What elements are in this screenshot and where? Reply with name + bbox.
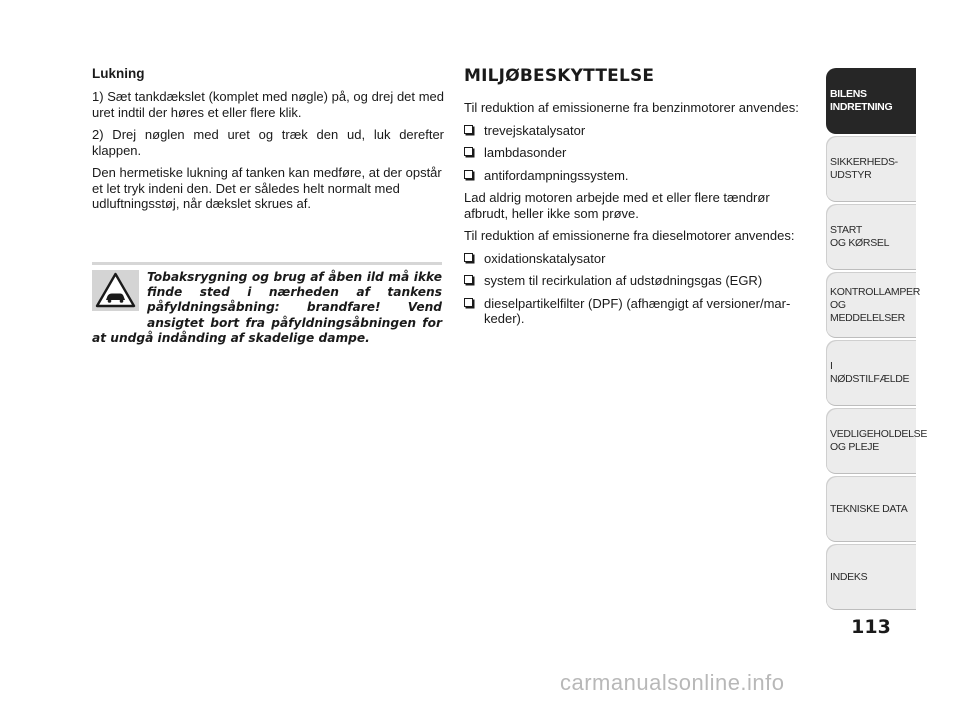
list-item: lambdasonder (464, 145, 812, 161)
list-item: trevejskatalysator (464, 123, 812, 139)
watermark: carmanualsonline.info (560, 670, 785, 695)
tab-start-og-korsel[interactable]: START OG KØRSEL (826, 204, 916, 270)
checkbox-bullet-icon (464, 275, 473, 284)
checkbox-bullet-icon (464, 147, 473, 156)
warning-triangle-icon (92, 270, 147, 316)
checkbox-bullet-icon (464, 298, 473, 307)
paragraph-step-2: 2) Drej nøglen med uret og træk den ud, luk derefter klappen. (92, 127, 444, 158)
right-column (464, 66, 812, 334)
checkbox-bullet-icon (464, 125, 473, 134)
list-item: oxidationskatalysator (464, 251, 812, 267)
closing-heading: Lukning (92, 66, 145, 81)
intro-diesel: Til reduktion af emissionerne fra dieselmotorer anvendes: (464, 228, 795, 243)
left-column (92, 66, 444, 219)
diesel-list (464, 251, 812, 327)
section-title: MILJØBESKYTTELSE (464, 66, 655, 86)
warning-divider (92, 262, 442, 265)
tab-bilens-indretning[interactable]: BILENS INDRETNING (826, 68, 916, 134)
tab-vedligeholdelse[interactable]: VEDLIGEHOLDELSE OG PLEJE (826, 408, 916, 474)
page-number: 113 (851, 616, 891, 638)
spark-plug-note: Lad aldrig motoren arbejde med et eller flere tændrør afbrudt, heller ikke som prøve. (464, 190, 770, 221)
tab-tekniske-data[interactable]: TEKNISKE DATA (826, 476, 916, 542)
petrol-list (464, 123, 812, 184)
list-item: system til recirkulation af udstødningsgas (EGR) (464, 273, 812, 289)
tab-kontrollamper[interactable]: KONTROLLAMPER OG MEDDELELSER (826, 272, 916, 338)
list-item: antifordampningssystem. (464, 168, 812, 184)
tab-i-nodstilfaelde[interactable]: I NØDSTILFÆLDE (826, 340, 916, 406)
checkbox-bullet-icon (464, 170, 473, 179)
chapter-tabs (826, 68, 928, 612)
intro-petrol: Til reduktion af emissionerne fra benzinmotorer anvendes: (464, 100, 799, 115)
paragraph-step-1: 1) Sæt tankdækslet (komplet med nøgle) på, og drej det med uret indtil der høres et eller flere klik. (92, 89, 444, 120)
warning-box (92, 270, 442, 346)
tab-sikkerhedsudstyr[interactable]: SIKKERHEDS- UDSTYR (826, 136, 916, 202)
list-item: dieselpartikelfilter (DPF) (afhængigt af versioner/mar- keder). (464, 296, 812, 327)
tab-indeks[interactable]: INDEKS (826, 544, 916, 610)
warning-text: Tobaksrygning og brug af åben ild må ikke finde sted i nærheden af tankens påfyldningsåbning: brandfare! Vend ansigtet bort fra påfyldningsåbningen for at undgå indånding af skadelige dampe. (92, 270, 442, 345)
paragraph-pressure-note: Den hermetiske lukning af tanken kan medføre, at der opstår et let tryk indeni den. Det er således helt normalt med udluftningsstøj, når dækslet skrues af. (92, 165, 442, 211)
checkbox-bullet-icon (464, 253, 473, 262)
